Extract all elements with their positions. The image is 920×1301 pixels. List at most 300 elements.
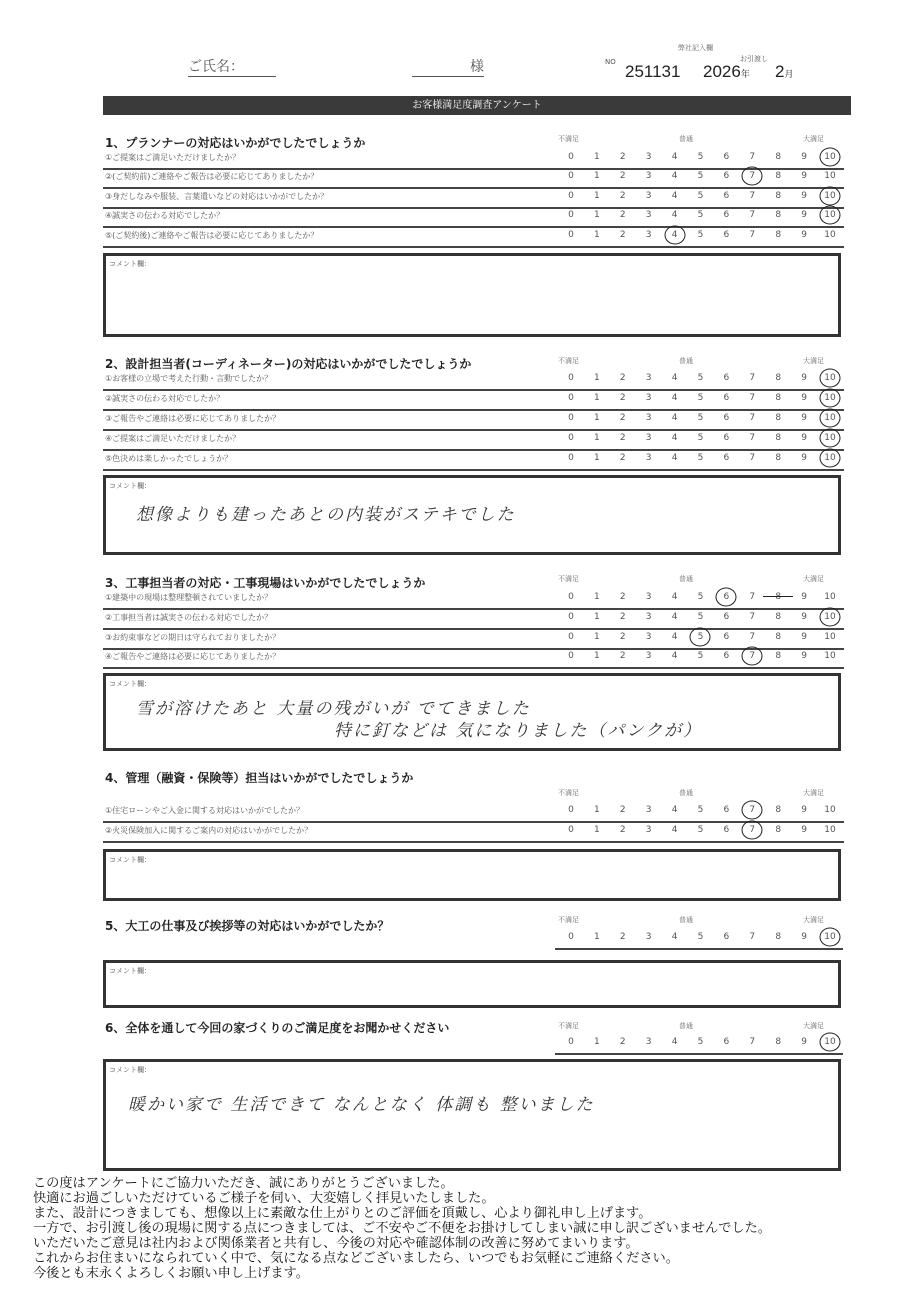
- rating-option-3[interactable]: 3: [645, 632, 652, 642]
- rating-option-2[interactable]: 2: [619, 805, 626, 815]
- rating-option-0[interactable]: 0: [568, 592, 574, 602]
- rating-option-6[interactable]: 6: [723, 651, 730, 661]
- rating-option-4[interactable]: 4: [671, 191, 678, 201]
- rating-option-1[interactable]: 1: [593, 171, 600, 181]
- rating-option-2[interactable]: 2: [619, 612, 626, 622]
- rating-option-1[interactable]: 1: [593, 612, 600, 622]
- rating-option-1[interactable]: 1: [593, 453, 600, 463]
- section-title-4: 4、管理（融資・保険等）担当はいかがでしたでしょうか: [105, 771, 414, 785]
- comment-label: コメント欄：: [109, 482, 151, 490]
- scale-label-low: 不満足: [558, 357, 579, 365]
- honorific-label: 様: [470, 59, 484, 75]
- scale-label-high: 大満足: [803, 575, 824, 583]
- rating-option-7[interactable]: 7: [749, 373, 756, 383]
- scale-label-high: 大満足: [803, 357, 824, 365]
- scale-label-high: 大満足: [803, 916, 824, 924]
- rating-scale: [558, 932, 843, 942]
- comment-label: コメント欄：: [109, 260, 151, 268]
- rating-option-1[interactable]: 1: [593, 210, 600, 220]
- rating-option-10[interactable]: 10: [824, 825, 836, 835]
- scale-label-low: 不満足: [558, 1022, 579, 1030]
- overall-rating-row: [555, 1034, 843, 1055]
- comment-box-3[interactable]: [103, 673, 841, 751]
- rating-option-4[interactable]: 4: [671, 453, 678, 463]
- rating-option-6[interactable]: 6: [723, 1037, 730, 1047]
- rating-option-5[interactable]: 5: [697, 393, 704, 403]
- comment-label: コメント欄：: [109, 1066, 151, 1074]
- rating-option-9[interactable]: 9: [801, 632, 807, 642]
- rating-option-7[interactable]: 7: [749, 592, 756, 602]
- rating-option-5[interactable]: 5: [697, 373, 704, 383]
- rating-option-10[interactable]: 10: [824, 632, 836, 642]
- scale-label-mid: 普通: [679, 135, 693, 143]
- scale-label-high: 大満足: [803, 1022, 824, 1030]
- rating-option-8[interactable]: 8: [775, 825, 782, 835]
- rating-option-3[interactable]: 3: [645, 152, 652, 162]
- rating-scale: [558, 191, 843, 201]
- rating-option-10[interactable]: 10: [817, 932, 843, 942]
- rating-option-8[interactable]: 8: [775, 932, 782, 942]
- rating-scale: [558, 592, 843, 602]
- rating-option-6[interactable]: 6: [723, 393, 730, 403]
- rating-option-10[interactable]: 10: [817, 413, 843, 423]
- rating-option-9[interactable]: 9: [801, 805, 807, 815]
- rating-option-0[interactable]: 0: [568, 191, 574, 201]
- rating-option-8[interactable]: 8: [775, 413, 782, 423]
- rating-option-7[interactable]: 7: [749, 230, 756, 240]
- rating-option-0[interactable]: 0: [568, 825, 574, 835]
- rating-option-7[interactable]: 7: [749, 433, 756, 443]
- rating-option-3[interactable]: 3: [645, 191, 652, 201]
- rating-option-5[interactable]: 5: [697, 932, 704, 942]
- question-row: [103, 648, 844, 669]
- office-use-note: 弊社記入欄: [678, 44, 713, 52]
- rating-option-9[interactable]: 9: [801, 932, 807, 942]
- rating-option-9[interactable]: 9: [801, 612, 807, 622]
- rating-option-5[interactable]: 5: [688, 632, 714, 642]
- rating-option-2[interactable]: 2: [619, 632, 626, 642]
- rating-option-5[interactable]: 5: [697, 805, 704, 815]
- handover-month: [775, 62, 793, 82]
- rating-option-0[interactable]: 0: [568, 230, 574, 240]
- comment-label: コメント欄：: [109, 856, 151, 864]
- rating-option-3[interactable]: 3: [645, 805, 652, 815]
- rating-option-0[interactable]: 0: [568, 932, 574, 942]
- rating-option-9[interactable]: 9: [801, 413, 807, 423]
- handover-year: [703, 62, 750, 82]
- rating-option-9[interactable]: 9: [801, 825, 807, 835]
- rating-option-2[interactable]: 2: [619, 171, 626, 181]
- rating-option-0[interactable]: 0: [568, 612, 574, 622]
- question-text: ③ご報告やご連絡は必要に応じてありましたか？: [105, 414, 281, 423]
- name-label: ご氏名：: [188, 59, 244, 75]
- rating-option-9[interactable]: 9: [801, 453, 807, 463]
- rating-option-5[interactable]: 5: [697, 433, 704, 443]
- rating-option-9[interactable]: 9: [801, 433, 807, 443]
- rating-option-3[interactable]: 3: [645, 932, 652, 942]
- question-text: ②誠実さの伝わる対応でしたか？: [105, 394, 225, 403]
- rating-option-8[interactable]: 8: [775, 373, 782, 383]
- rating-option-8[interactable]: 8: [775, 612, 782, 622]
- rating-option-6[interactable]: 6: [723, 932, 730, 942]
- rating-option-0[interactable]: 0: [568, 632, 574, 642]
- rating-option-4[interactable]: 4: [671, 393, 678, 403]
- question-row: [103, 609, 844, 630]
- rating-option-0[interactable]: 0: [568, 393, 574, 403]
- handwritten-comment: 暖かい家で 生活できて なんとなく 体調も 整いました: [128, 1095, 595, 1115]
- rating-option-3[interactable]: 3: [645, 373, 652, 383]
- rating-scale: [558, 413, 843, 423]
- rating-option-9[interactable]: 9: [801, 373, 807, 383]
- rating-option-4[interactable]: 4: [671, 592, 678, 602]
- rating-option-8[interactable]: 8: [775, 632, 782, 642]
- rating-scale: [558, 433, 843, 443]
- rating-option-8[interactable]: 8: [775, 651, 782, 661]
- rating-option-1[interactable]: 1: [593, 651, 600, 661]
- rating-option-3[interactable]: 3: [645, 393, 652, 403]
- rating-option-9[interactable]: 9: [801, 592, 807, 602]
- rating-option-7[interactable]: 7: [749, 932, 756, 942]
- rating-option-10[interactable]: 10: [817, 1037, 843, 1047]
- rating-option-1[interactable]: 1: [593, 825, 600, 835]
- rating-option-8[interactable]: 8: [775, 152, 782, 162]
- rating-option-5[interactable]: 5: [697, 230, 704, 240]
- rating-option-10[interactable]: 10: [817, 612, 843, 622]
- section-title-3: 3、工事担当者の対応・工事現場はいかがでしたでしょうか: [105, 576, 426, 590]
- rating-option-2[interactable]: 2: [619, 210, 626, 220]
- rating-option-9[interactable]: 9: [801, 393, 807, 403]
- rating-option-0[interactable]: 0: [568, 210, 574, 220]
- rating-option-10[interactable]: 10: [824, 592, 836, 602]
- rating-option-8[interactable]: 8: [775, 171, 782, 181]
- rating-option-8[interactable]: 8: [775, 453, 782, 463]
- no-label: NO: [605, 58, 616, 66]
- rating-option-4[interactable]: 4: [671, 1037, 678, 1047]
- rating-option-4[interactable]: 4: [671, 651, 678, 661]
- rating-option-1[interactable]: 1: [593, 1037, 600, 1047]
- comment-label: コメント欄：: [109, 680, 151, 688]
- rating-option-5[interactable]: 5: [697, 191, 704, 201]
- rating-option-1[interactable]: 1: [593, 152, 600, 162]
- rating-option-6[interactable]: 6: [723, 152, 730, 162]
- handover-label: お引渡し: [740, 55, 768, 63]
- rating-option-1[interactable]: 1: [593, 393, 600, 403]
- rating-option-10[interactable]: 10: [817, 433, 843, 443]
- rating-option-7[interactable]: 7: [749, 632, 756, 642]
- question-row: [103, 188, 844, 209]
- rating-option-10[interactable]: 10: [817, 373, 843, 383]
- handwritten-comment: 想像よりも建ったあとの内装がステキでした: [136, 505, 516, 525]
- rating-scale: [558, 393, 843, 403]
- rating-option-2[interactable]: 2: [619, 413, 626, 423]
- rating-option-7[interactable]: 7: [739, 651, 765, 661]
- rating-scale: [558, 825, 843, 835]
- question-text: ⑤(ご契約後)ご連絡やご報告は必要に応じてありましたか？: [105, 231, 319, 240]
- rating-option-10[interactable]: 10: [817, 393, 843, 403]
- rating-option-9[interactable]: 9: [801, 651, 807, 661]
- rating-option-4[interactable]: 4: [671, 825, 678, 835]
- rating-option-6[interactable]: 6: [723, 805, 730, 815]
- rating-option-0[interactable]: 0: [568, 152, 574, 162]
- rating-option-2[interactable]: 2: [619, 230, 626, 240]
- rating-option-2[interactable]: 2: [619, 825, 626, 835]
- rating-scale: [558, 373, 843, 383]
- rating-option-3[interactable]: 3: [645, 230, 652, 240]
- question-text: ①住宅ローンやご入金に関する対応はいかがでしたか？: [105, 806, 305, 815]
- rating-option-6[interactable]: 6: [723, 453, 730, 463]
- rating-option-5[interactable]: 5: [697, 651, 704, 661]
- footer-line: また、設計につきましても、想像以上に素敵な仕上がりとのご評価を頂戴し、心より御礼申し上げます。: [33, 1206, 652, 1221]
- rating-option-2[interactable]: 2: [619, 1037, 626, 1047]
- question-text: ①ご提案はご満足いただけましたか？: [105, 153, 241, 162]
- question-text: ⑤色決めは楽しかったでしょうか？: [105, 454, 233, 463]
- rating-option-7[interactable]: 7: [749, 393, 756, 403]
- rating-scale: [558, 171, 843, 181]
- rating-option-7[interactable]: 7: [749, 210, 756, 220]
- rating-option-2[interactable]: 2: [619, 433, 626, 443]
- rating-option-1[interactable]: 1: [593, 805, 600, 815]
- rating-option-1[interactable]: 1: [593, 932, 600, 942]
- rating-option-6[interactable]: 6: [723, 230, 730, 240]
- rating-option-2[interactable]: 2: [619, 152, 626, 162]
- rating-option-0[interactable]: 0: [568, 651, 574, 661]
- rating-option-0[interactable]: 0: [568, 373, 574, 383]
- rating-option-6[interactable]: 6: [723, 171, 730, 181]
- comment-box-1[interactable]: [103, 253, 841, 337]
- rating-option-0[interactable]: 0: [568, 171, 574, 181]
- rating-option-2[interactable]: 2: [619, 592, 626, 602]
- rating-option-6[interactable]: 6: [723, 433, 730, 443]
- rating-option-3[interactable]: 3: [645, 453, 652, 463]
- rating-option-10[interactable]: 10: [817, 210, 843, 220]
- question-row: [103, 802, 844, 823]
- rating-option-7[interactable]: 7: [739, 805, 765, 815]
- scale-label-low: 不満足: [558, 575, 579, 583]
- rating-option-8[interactable]: 8: [775, 805, 782, 815]
- rating-option-10[interactable]: 10: [817, 453, 843, 463]
- rating-option-6[interactable]: 6: [723, 373, 730, 383]
- section-title-1: 1、プランナーの対応はいかがでしたでしょうか: [105, 136, 366, 150]
- question-row: [103, 410, 844, 431]
- month-value: 2: [775, 62, 785, 81]
- scale-label-high: 大満足: [803, 135, 824, 143]
- rating-option-6[interactable]: 6: [723, 632, 730, 642]
- rating-option-8[interactable]: 8: [775, 191, 782, 201]
- rating-option-8[interactable]: 8: [775, 230, 782, 240]
- rating-option-0[interactable]: 0: [568, 453, 574, 463]
- question-text: ③身だしなみや服装、言葉遣いなどの対応はいかがでしたか？: [105, 192, 329, 201]
- rating-option-5[interactable]: 5: [697, 210, 704, 220]
- rating-option-2[interactable]: 2: [619, 932, 626, 942]
- scale-label-mid: 普通: [679, 575, 693, 583]
- rating-option-4[interactable]: 4: [671, 632, 678, 642]
- rating-option-4[interactable]: 4: [671, 413, 678, 423]
- question-text: ③お約束事などの期日は守られておりましたか？: [105, 633, 281, 642]
- scale-label-low: 不満足: [558, 789, 579, 797]
- rating-option-1[interactable]: 1: [593, 433, 600, 443]
- question-text: ④ご提案はご満足いただけましたか？: [105, 434, 241, 443]
- rating-option-7[interactable]: 7: [749, 413, 756, 423]
- rating-option-5[interactable]: 5: [697, 825, 704, 835]
- rating-option-9[interactable]: 9: [801, 152, 807, 162]
- rating-option-1[interactable]: 1: [593, 413, 600, 423]
- rating-option-7[interactable]: 7: [749, 152, 756, 162]
- question-row: [103, 450, 844, 471]
- rating-scale: [558, 453, 843, 463]
- rating-scale: [558, 230, 843, 240]
- rating-option-4[interactable]: 4: [671, 171, 678, 181]
- footer-line: この度はアンケートにご協力いただき、誠にありがとうございました。: [33, 1176, 454, 1191]
- question-text: ①お客様の立場で考えた行動・言動でしたか？: [105, 374, 273, 383]
- rating-option-10[interactable]: 10: [817, 191, 843, 201]
- rating-option-4[interactable]: 4: [671, 373, 678, 383]
- rating-option-5[interactable]: 5: [697, 592, 704, 602]
- survey-title-bar: お客様満足度調査アンケート: [103, 96, 851, 115]
- rating-option-8[interactable]: 8: [775, 1037, 782, 1047]
- rating-option-5[interactable]: 5: [697, 453, 704, 463]
- comment-box-5[interactable]: [103, 960, 841, 1008]
- rating-option-2[interactable]: 2: [619, 453, 626, 463]
- rating-option-0[interactable]: 0: [568, 805, 574, 815]
- rating-option-4[interactable]: 4: [671, 932, 678, 942]
- rating-option-9[interactable]: 9: [801, 210, 807, 220]
- scale-label-low: 不満足: [558, 135, 579, 143]
- overall-rating-row: [555, 929, 843, 950]
- rating-option-0[interactable]: 0: [568, 413, 574, 423]
- question-row: [103, 390, 844, 411]
- rating-option-8[interactable]: 8: [775, 393, 782, 403]
- rating-option-4[interactable]: 4: [671, 152, 678, 162]
- rating-option-8[interactable]: 8: [775, 433, 782, 443]
- rating-option-4[interactable]: 4: [671, 612, 678, 622]
- rating-option-3[interactable]: 3: [645, 651, 652, 661]
- rating-option-2[interactable]: 2: [619, 651, 626, 661]
- rating-option-3[interactable]: 3: [645, 171, 652, 181]
- rating-option-1[interactable]: 1: [593, 592, 600, 602]
- question-text: ②(ご契約前)ご連絡やご報告は必要に応じてありましたか？: [105, 172, 319, 181]
- scale-label-low: 不満足: [558, 916, 579, 924]
- rating-option-5[interactable]: 5: [697, 413, 704, 423]
- rating-option-10[interactable]: 10: [817, 152, 843, 162]
- rating-option-9[interactable]: 9: [801, 171, 807, 181]
- rating-option-0[interactable]: 0: [568, 433, 574, 443]
- rating-scale: [558, 1037, 843, 1047]
- rating-option-4[interactable]: 4: [662, 230, 688, 240]
- honorific-field: [412, 56, 484, 77]
- scale-label-high: 大満足: [803, 789, 824, 797]
- question-row: [103, 370, 844, 391]
- rating-option-6[interactable]: 6: [723, 413, 730, 423]
- rating-option-3[interactable]: 3: [645, 433, 652, 443]
- rating-option-3[interactable]: 3: [645, 413, 652, 423]
- question-text: ①建築中の現場は整理整頓されていましたか？: [105, 593, 273, 602]
- rating-option-7[interactable]: 7: [749, 191, 756, 201]
- rating-option-8[interactable]: 8: [765, 592, 791, 602]
- rating-option-7[interactable]: 7: [739, 171, 765, 181]
- rating-scale: [558, 805, 843, 815]
- rating-option-10[interactable]: 10: [824, 171, 836, 181]
- rating-option-9[interactable]: 9: [801, 191, 807, 201]
- section-title-2: 2、設計担当者(コーディネーター)の対応はいかがでしたでしょうか: [105, 357, 472, 371]
- rating-option-2[interactable]: 2: [619, 191, 626, 201]
- rating-scale: [558, 152, 843, 162]
- rating-option-4[interactable]: 4: [671, 433, 678, 443]
- section-title-5: 5、大工の仕事及び挨拶等の対応はいかがでしたか？: [105, 919, 390, 933]
- rating-option-9[interactable]: 9: [801, 230, 807, 240]
- question-row: [103, 589, 844, 610]
- question-row: [103, 430, 844, 451]
- scale-label-mid: 普通: [679, 357, 693, 365]
- rating-scale: [558, 612, 843, 622]
- rating-option-6[interactable]: 6: [723, 191, 730, 201]
- rating-option-6[interactable]: 6: [723, 612, 730, 622]
- rating-option-2[interactable]: 2: [619, 373, 626, 383]
- rating-option-2[interactable]: 2: [619, 393, 626, 403]
- question-row: [103, 629, 844, 650]
- rating-option-8[interactable]: 8: [775, 210, 782, 220]
- rating-option-5[interactable]: 5: [697, 1037, 704, 1047]
- footer-line: 快適にお過ごしいただけているご様子を伺い、大変嬉しく拝見いたしました。: [33, 1191, 495, 1206]
- rating-option-1[interactable]: 1: [593, 230, 600, 240]
- rating-option-5[interactable]: 5: [697, 612, 704, 622]
- rating-option-7[interactable]: 7: [739, 825, 765, 835]
- rating-option-3[interactable]: 3: [645, 612, 652, 622]
- rating-option-0[interactable]: 0: [568, 1037, 574, 1047]
- year-value: 2026: [703, 62, 741, 81]
- rating-option-7[interactable]: 7: [749, 612, 756, 622]
- rating-option-1[interactable]: 1: [593, 632, 600, 642]
- scale-label-mid: 普通: [679, 789, 693, 797]
- rating-option-4[interactable]: 4: [671, 805, 678, 815]
- rating-option-1[interactable]: 1: [593, 191, 600, 201]
- comment-box-4[interactable]: [103, 849, 841, 901]
- rating-option-5[interactable]: 5: [697, 152, 704, 162]
- rating-option-7[interactable]: 7: [749, 1037, 756, 1047]
- comment-box-2[interactable]: [103, 475, 841, 555]
- rating-option-7[interactable]: 7: [749, 453, 756, 463]
- question-row: [103, 207, 844, 228]
- rating-option-6[interactable]: 6: [713, 592, 739, 602]
- footer-line: 今後とも末永くよろしくお願い申し上げます。: [33, 1266, 309, 1281]
- rating-option-5[interactable]: 5: [697, 171, 704, 181]
- footer-line: 一方で、お引渡し後の現場に関する点につきましては、ご不安やご不便をお掛けしてしまい誠に申し訳ございませんでした。: [33, 1221, 771, 1236]
- rating-option-3[interactable]: 3: [645, 210, 652, 220]
- footer-line: これからお住まいになられていく中で、気になる点などございましたら、いつでもお気軽にご連絡ください。: [33, 1251, 679, 1266]
- question-text: ④誠実さの伝わる対応でしたか？: [105, 211, 225, 220]
- rating-option-10[interactable]: 10: [824, 230, 836, 240]
- rating-option-6[interactable]: 6: [723, 210, 730, 220]
- question-row: [103, 822, 844, 843]
- comment-box-6[interactable]: [103, 1059, 841, 1171]
- rating-scale: [558, 632, 843, 642]
- scale-label-mid: 普通: [679, 1022, 693, 1030]
- rating-option-4[interactable]: 4: [671, 210, 678, 220]
- comment-label: コメント欄：: [109, 967, 151, 975]
- rating-option-1[interactable]: 1: [593, 373, 600, 383]
- rating-option-3[interactable]: 3: [645, 1037, 652, 1047]
- rating-scale: [558, 210, 843, 220]
- question-text: ④ご報告やご連絡は必要に応じてありましたか？: [105, 652, 281, 661]
- rating-option-3[interactable]: 3: [645, 592, 652, 602]
- rating-option-9[interactable]: 9: [801, 1037, 807, 1047]
- question-row: [103, 227, 844, 248]
- rating-option-10[interactable]: 10: [824, 651, 836, 661]
- handwritten-comment: 雪が溶けたあと 大量の残がいが でてきました: [136, 699, 531, 719]
- rating-option-10[interactable]: 10: [824, 805, 836, 815]
- rating-option-6[interactable]: 6: [723, 825, 730, 835]
- thank-you-message: [33, 1176, 913, 1281]
- rating-option-3[interactable]: 3: [645, 825, 652, 835]
